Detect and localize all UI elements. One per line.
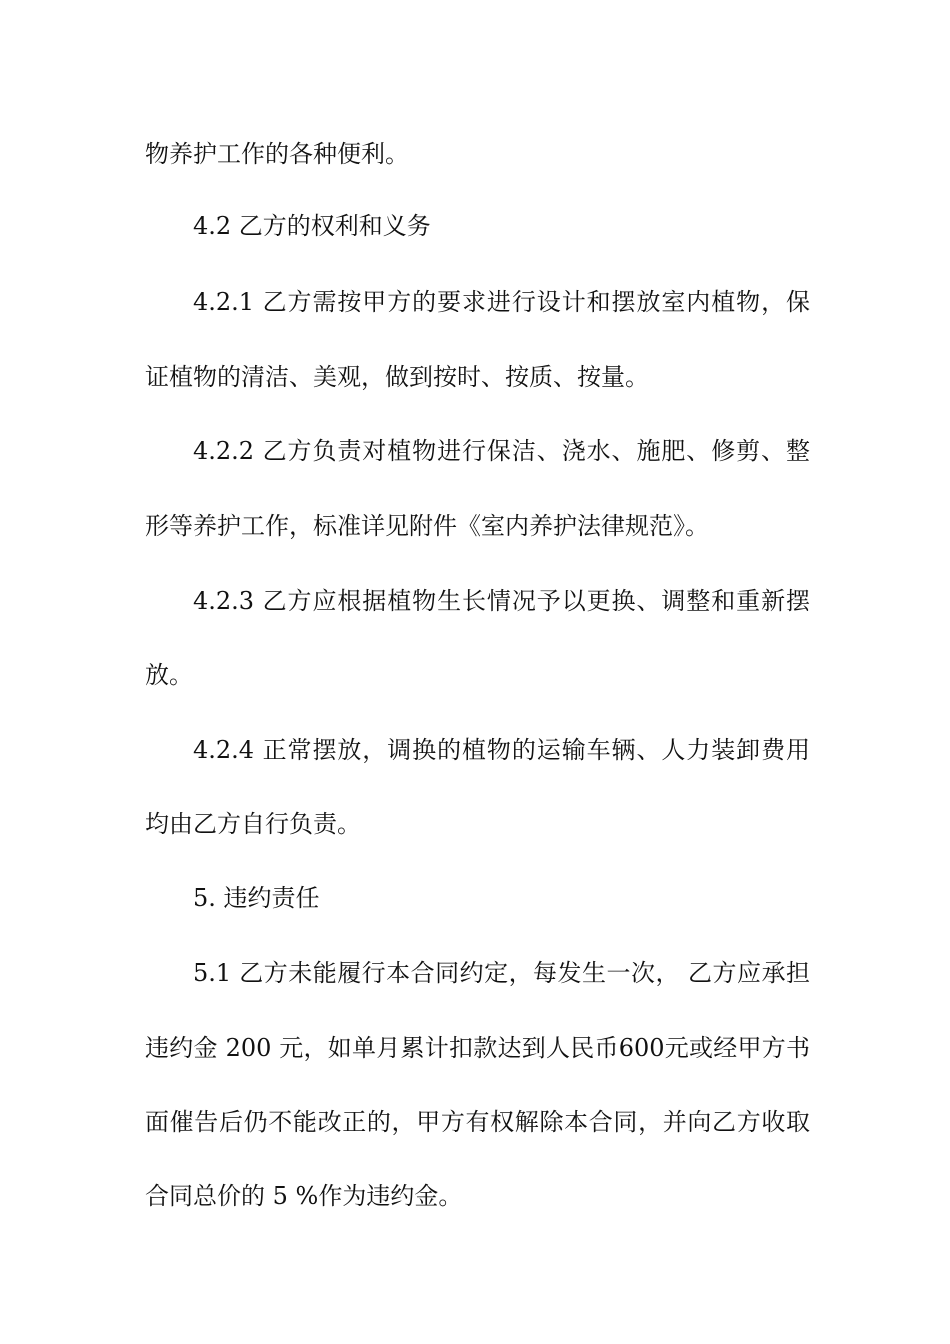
text-line: 面催告后仍不能改正的，甲方有权解除本合同，并向乙方收取: [145, 1108, 810, 1136]
text-line: 4.2.1 乙方需按甲方的要求进行设计和摆放室内植物，保: [193, 288, 810, 316]
text-line: 合同总价的 5 %作为违约金。: [145, 1182, 463, 1210]
text-line: 物养护工作的各种便利。: [145, 140, 409, 168]
text-line: 4.2.3 乙方应根据植物生长情况予以更换、调整和重新摆: [193, 587, 810, 615]
text-line: 放。: [145, 661, 193, 689]
text-line: 均由乙方自行负责。: [145, 810, 361, 838]
text-line: 违约金 200 元，如单月累计扣款达到人民币600元或经甲方书: [145, 1034, 810, 1062]
text-line: 4.2.2 乙方负责对植物进行保洁、浇水、施肥、修剪、整: [193, 437, 810, 465]
text-line: 证植物的清洁、美观，做到按时、按质、按量。: [145, 363, 649, 391]
text-line: 4.2.4 正常摆放，调换的植物的运输车辆、人力装卸费用: [193, 736, 810, 764]
text-line: 形等养护工作，标准详见附件《室内养护法律规范》。: [145, 512, 709, 540]
text-line: 5.1 乙方未能履行本合同约定，每发生一次， 乙方应承担: [193, 959, 810, 987]
section-heading: 4.2 乙方的权利和义务: [193, 212, 431, 240]
section-heading: 5. 违约责任: [193, 884, 320, 912]
